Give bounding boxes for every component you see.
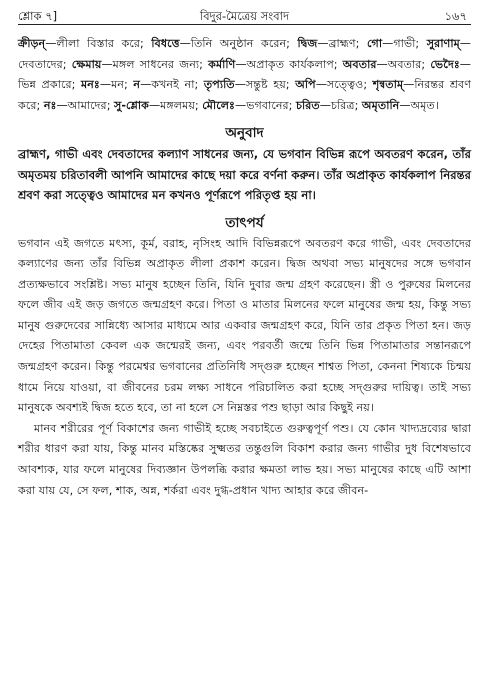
page-number: ১৬৭ <box>444 9 467 23</box>
synonym-meaning: —তিনি অনুষ্ঠান করেন; <box>179 37 298 50</box>
synonym-term: কর্মাণি <box>208 57 236 71</box>
synonym-meaning: —লীলা বিস্তার করে; <box>45 37 152 50</box>
synonym-meaning: —কখনই না; <box>140 78 204 91</box>
synonym-term: মৌলেঃ <box>202 98 236 112</box>
purport-paragraph: মানব শরীরের পূর্ণ বিকাশের জন্য গাভীই হচ্ছে সবচাইতে গুরুত্বপূর্ণ পশু। যে কোন খাদ্যদ্রব্যের দ্বারা শরীর ধারণ করা যায়, কিন্তু মানব মস্তিষ্কের সুক্ষ্মতর তন্তুগুলি বিকাশ করার জন্য গাভীর দুধ বিশেষভাবে আবশ্যক, যার ফলে মানুষের দিব্যজ্ঞান উপলব্ধি করার ক্ষমতা লাভ হয়। সভ্য মানুষের কাছে এটি আশা করা যায় যে, সে ফল, শাক, অন্ন, শর্করা এবং দুগ্ধ-প্রধান খাদ্য আহার করে জীবন- <box>18 421 471 497</box>
synonym-meaning: —ভিন্ন প্রকারে; <box>18 57 471 91</box>
synonym-meaning: —মন; <box>99 78 134 91</box>
synonym-term: গো <box>367 37 383 50</box>
synonym-term: শৃন্বতাম্ <box>372 78 404 91</box>
chapter-title: বিদুর-মৈত্রেয় সংবাদ <box>199 9 290 23</box>
synonym-meaning: —মঙ্গলময়; <box>148 98 203 112</box>
synonym-term: অমৃতানি <box>361 98 400 112</box>
synonym-meaning: —গাভী; <box>382 37 427 50</box>
synonym-term: ক্রীড়ন্ <box>18 37 46 50</box>
synonym-term: অবতার <box>342 57 377 71</box>
synonym-term: সু-শ্লোক <box>114 98 149 112</box>
synonym-term: সুরাণাম্ <box>426 37 460 50</box>
verse-reference: শ্লোক ৭] <box>18 9 58 23</box>
synonym-term: অপি <box>295 78 316 91</box>
synonym-term: ভেদৈঃ <box>430 57 460 71</box>
synonym-term: মনঃ <box>81 78 100 91</box>
synonym-term: তৃপ্যতি <box>203 78 235 91</box>
synonym-meaning: —সত্ত্বেও; <box>315 78 373 91</box>
synonym-term: ক্ষেমায় <box>71 57 102 71</box>
synonym-term: নঃ <box>43 98 57 112</box>
synonym-term: দ্বিজ <box>297 37 318 50</box>
synonym-meaning: —ব্রাহ্মণ; <box>317 37 367 50</box>
synonyms-block <box>18 34 471 116</box>
synonym-meaning: —দেবতাদের; <box>18 37 471 71</box>
purport-title: তাৎপর্য <box>225 214 264 231</box>
synonym-meaning: —নিরন্তর শ্রবণ করে; <box>18 78 471 112</box>
synonym-meaning: —অপ্রাকৃত কার্যকলাপ; <box>235 57 343 71</box>
header-rule <box>18 24 471 25</box>
purport-text <box>18 234 471 502</box>
translation-title: অনুবাদ <box>225 125 264 141</box>
synonym-meaning: —সন্তুষ্ট হয়; <box>234 78 296 91</box>
synonym-meaning: —মঙ্গল সাধনের জন্য; <box>101 57 209 71</box>
synonym-term: ন <box>133 78 141 91</box>
purport-paragraph: ভগবান এই জগতে মৎস্য, কূর্ম, বরাহ, নৃসিংহ আদি বিভিন্নরূপে অবতরণ করে গাভী, এবং দেবতাদের কল্যাণের জন্য তাঁর বিভিন্ন অপ্রাকৃত লীলা প্রকাশ করেন। দ্বিজ অথবা সভ্য মানুষদের সঙ্গে ভগবান প্রত্যক্ষভাবে সংশ্লিষ্ট। সভ্য মানুষ হচ্ছেন তিনি, যিনি দুবার জন্ম গ্রহণ করেছেন। স্ত্রী ও পুরুষের মিলনের ফলে জীব এই জড় জগতে জন্মগ্রহণ করে। পিতা ও মাতার মিলনের ফলে মানুষের জন্ম হয়, কিন্তু সভ্য মানুষ গুরুদেবের সান্নিধ্যে আসার মাধ্যমে আর একবার জন্মগ্রহণ করে, যিনি তার প্রকৃত পিতা হন। জড় দেহের পিতামাতা কেবল এক জন্মেরই জন্য, এবং পরবর্তী জন্মে তিনি ভিন্ন পিতামাতার সন্তানরূপে জন্মগ্রহণ করেন। কিন্তু পরমেশ্বর ভগবানের প্রতিনিধি সদ্গুরু হচ্ছেন শাশ্বত পিতা, কেননা শিষ্যকে চিন্ময় ধামে নিয়ে যাওয়া, বা জীবনের চরম লক্ষ্য সাধনে পরিচালিত করা হচ্ছে সদ্গুরুর দায়িত্ব। তাই সভ্য মানুষকে অবশ্যই দ্বিজ হতে হবে, তা না হলে সে নিম্নস্তর পশু ছাড়া আর কিছুই নয়। <box>18 236 471 415</box>
translation-text: ব্রাহ্মণ, গাভী এবং দেবতাদের কল্যাণ সাধনের জন্য, যে ভগবান বিভিন্ন রূপে অবতরণ করেন, তাঁর অমৃতময় চরিতাবলী আপনি আমাদের কাছে দয়া করে বর্ণনা করুন। তাঁর অপ্রাকৃত কার্যকলাপ নিরন্তর শ্রবণ করা সত্ত্বেও আমাদের মন কখনও পূর্ণরূপে পরিতৃপ্ত হয় না। <box>18 147 471 202</box>
synonym-meaning: —অবতার; <box>376 57 431 71</box>
synonym-term: বিধত্তে <box>151 37 180 50</box>
synonym-meaning: —ভগবানের; <box>235 98 296 112</box>
synonym-meaning: —অমৃত। <box>399 98 439 112</box>
running-header <box>18 0 471 26</box>
synonym-meaning: —আমাদের; <box>56 98 115 112</box>
synonym-term: চরিত <box>296 98 320 112</box>
synonym-meaning: —চরিত্র; <box>319 98 362 112</box>
